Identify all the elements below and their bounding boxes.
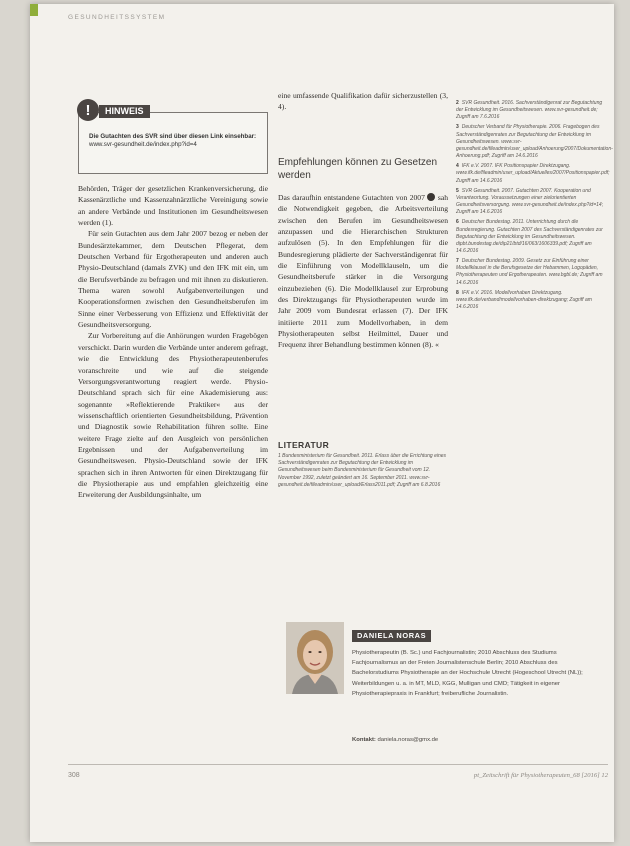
col2-paragraph-1a: Das daraufhin entstandene Gutachten von 2007 — [278, 193, 425, 202]
hinweis-bold-text: Die Gutachten des SVR sind über diesen Link einsehbar: — [89, 133, 257, 140]
section-heading: Empfehlungen können zu Gesetzen werden — [278, 157, 437, 181]
column-1 — [78, 183, 268, 501]
page-number: 308 — [68, 772, 80, 779]
hinweis-box — [78, 101, 268, 174]
col2-intro: eine umfassende Qualifikation dafür sicherzustellen (3, 4). — [278, 91, 448, 112]
reference-item: 5 SVR Gesundheit. 2007. Gutachten 2007. Kooperation und Verantwortung. Voraussetzungen einer zielorientierten Gesundheitsversorgung. www.svr-gesundheit.de/index.php?id=14; Zugriff am 14.6.2016 — [456, 187, 604, 216]
column-2-main — [278, 192, 448, 351]
reference-item: 4 IFK e.V. 2007. IFK Positionspapier Direktzugang. www.ifk.de/fileadmin/user_upload/Aktuelles/2007/Positionspapier.pdf; Zugriff am 14.6.2016 — [456, 163, 610, 184]
end-mark: « — [435, 340, 439, 350]
footer-divider — [68, 764, 608, 765]
reference-item: 6 Deutscher Bundestag. 2011. Unterrichtung durch die Bundesregierung. Gutachten 2007 des Sachverständigenrates zur Begutachtung der Entwicklung im Gesundheitswesen. dipbt.bundestag.de/dip21/btd/16/063/1606339.pdf; Zugriff am 14.6.2016 — [456, 219, 603, 254]
reference-item: 2 SVR Gesundheit. 2016. Sachverständigenrat zur Begutachtung der Entwicklung im Gesundheitswesen. www.svr-gesundheit.de; Zugriff am 7.6.2016 — [456, 100, 603, 121]
author-photo — [286, 622, 344, 694]
column-2-intro — [278, 90, 448, 113]
corner-mark — [30, 4, 38, 16]
author-name: DANIELA NORAS — [352, 630, 431, 642]
exclamation-icon: ! — [77, 99, 99, 121]
journal-name: pt_Zeitschrift für Physiotherapeuten_68 [2016] 12 — [473, 772, 608, 779]
hinweis-link[interactable]: www.svr-gesundheit.de/index.php?id=4 — [89, 141, 197, 149]
running-head: GESUNDHEITSSYSTEM — [68, 14, 166, 21]
reference-item: 3 Deutscher Verband für Physiotherapie. 2006. Fragebogen des Sachverständigenrates zur Begutachtung der Entwicklung im Gesundheitswesen. www.svr-gesundheit.de/fileadmin/user_upload/Anhoerung/2007/Dokumentation-Anhoerung.pdf; Zugriff am 14.6.2016 — [456, 124, 613, 160]
literatur-item-1: 1 Bundesministerium für Gesundheit. 2011. Erlass über die Errichtung eines Sachverständigenrates zur Begutachtung der Entwicklung im Gesundheitswesen beim Bundesministerium für Gesundheit vom 12. November 1992, zuletzt geändert am 16. September 2011. www.svr-gesundheit.de/fileadmin/user_upload/Erlass2011.pdf; Zugriff am 6.8.2016 — [278, 453, 447, 488]
hinweis-text — [89, 133, 259, 149]
reference-item: 8 IFK e.V. 2016. Modellvorhaben Direktzugang. www.ifk.de/verband/modellvorhaben-direktzugang; Zugriff am 14.6.2016 — [456, 289, 592, 311]
contact-email-link[interactable]: daniela.noras@gmx.de — [377, 737, 439, 743]
author-bio: Physiotherapeutin (B. Sc.) und Fachjournalistin; 2010 Abschluss des Studiums Fachjournalismus an der Freien Journalistenschule Berlin; 2010 Abschluss des Bachelorstudiums Physiotherapie an der Hochschule Utrecht (Hogeschool Utrecht (NL)); Weiterbildungen u. a. in MT, MLD, KGG, Mulligan und CMD; Tätigkeit in eigener Physiotherapiepraxis in Frankfurt; freiberufliche Journalistin. — [352, 650, 583, 697]
col1-paragraph-1: Behörden, Träger der gesetzlichen Krankenversicherung, die Kassenärztliche und Kassenzahnärztliche Vereinigung sowie an andere Verbände und Institutionen im Gesundheitswesen werden (1). — [78, 184, 268, 228]
literatur-list — [278, 453, 448, 489]
author-contact — [352, 737, 604, 743]
col1-paragraph-2: Für sein Gutachten aus dem Jahr 2007 bezog er neben der Bundesärztekammer, dem Deutschen Pflegerat, dem Deutschen Verband für Ergotherapeuten und anderen auch Physio-Deutschland (damals ZVK) und den IFK mit ein, um die Berufsverbände zu befragen und mit ihnen zu diskutieren. Thema waren sowohl Aufgabenverteilungen und Kooperationsformen zwischen den Gesundheitsberufen im Sinne einer Verbesserung von Effizienz und Effektivität der Gesundheitsversorgung. — [78, 229, 268, 330]
author-portrait-icon — [286, 622, 344, 694]
note-reference-icon — [427, 193, 435, 201]
reference-item: 7 Deutscher Bundestag. 2009. Gesetz zur Einführung einer Modellklausel in die Berufsgesetze der Hebammen, Logopäden, Physiotherapeuten und Ergotherapeuten. www.bgbl.de; Zugriff am 14.6.2016 — [456, 258, 603, 286]
col2-paragraph-1b: sah die Notwendigkeit gegeben, die Arbeitsverteilung zwischen den Berufen im Gesundheitswesen anzupassen und die Hierarchischen Strukturen aufzulösen (5). In den Empfehlungen für die Bundesregierung plädierte der Sachverständigenrat für die Einführung von Modellklauseln, um die Gesundheitsberufe stärker in die Versorgung einzubeziehen (6). Die Modellklausel zur Erprobung des Direktzugangs für Physiotherapeuten wurde im Jahr 2009 vom Bundesrat erlassen (7). Der IFK initiierte 2011 zum Modellvorhaben, in dem Physiotherapeuten selbst Heilmittel, Dauer und Frequenz ihrer Behandlung bestimmen können (8). — [278, 193, 448, 350]
col1-paragraph-3: Zur Vorbereitung auf die Anhörungen wurden Fragebögen verschickt. Darin wurden die Verbände unter anderem gefragt, wie die Entwicklung des Physiotherapeutenberufes voranschreite und wie auf die steigende Versorgungsverantwortung reagiert werde. Physio-Deutschland sprach sich für eine Akademisierung aus: sogenannte »Reflektierende Praktiker« aus der wissenschaftlich orientierten Gesundheitsbildung, Prävention und Diagnostik sowie Rehabilitation führen sollte. Eine weitere Frage zielte auf den Ausgleich von persönlichen Ergebnissen und der Aufgabenverteilung im Gesundheitswesen. Physio-Deutschland sowie der IFK sprachen sich in ihren Antworten für einen Direktzugang für die Physiotherapie aus und empfahlen gleichzeitig eine Erweiterung der Ausbildungsinhalte, um — [78, 331, 268, 500]
page — [30, 4, 614, 842]
contact-label: Kontakt: — [352, 737, 376, 743]
hinweis-label: HINWEIS — [99, 105, 150, 118]
literatur-heading: LITERATUR — [278, 440, 330, 450]
reference-list — [456, 100, 613, 314]
